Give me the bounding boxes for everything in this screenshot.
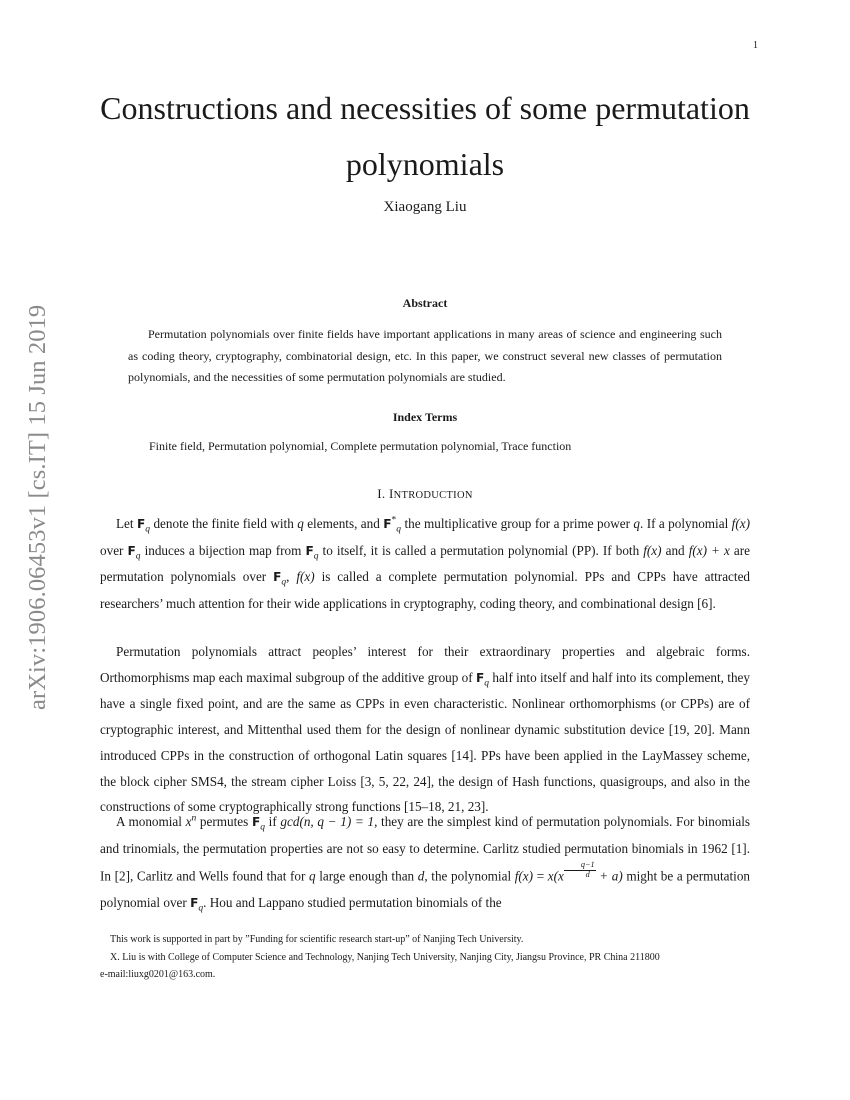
text-run: A monomial xyxy=(116,814,186,829)
math-expression: f(x) + x xyxy=(688,542,730,558)
footnote-funding: This work is supported in part by ”Funding for scientific research start-up” of Nanjing Tech University. xyxy=(110,934,524,945)
text-run: . Hou and Lappano studied permutation binomials of the xyxy=(203,894,502,910)
math-subscript: q xyxy=(198,903,204,914)
section-heading-introduction xyxy=(100,486,750,502)
paper-title: Constructions and necessities of some permutation polynomials xyxy=(100,90,750,182)
text-run: over xyxy=(100,542,128,558)
math-expression: x(x xyxy=(547,869,564,885)
math-variable: d xyxy=(417,869,425,885)
math-subscript: q xyxy=(145,524,151,535)
text-run: = xyxy=(533,869,548,885)
math-expression: f(x) xyxy=(296,569,315,585)
text-run: induces a bijection map from xyxy=(140,542,306,558)
finite-field-symbol: F xyxy=(305,543,314,558)
section-numeral: I. xyxy=(377,486,389,501)
math-superscript: n xyxy=(191,813,197,824)
math-variable: q xyxy=(297,516,304,531)
index-terms-body: Finite field, Permutation polynomial, Complete permutation polynomial, Trace function xyxy=(149,439,572,453)
text-run: the multiplicative group for a prime power xyxy=(401,516,634,531)
finite-field-symbol: F xyxy=(190,895,199,910)
text-run: Let xyxy=(116,516,137,531)
text-run: large enough than xyxy=(315,869,418,885)
section-heading-rest: NTRODUCTION xyxy=(393,490,473,501)
footnotes xyxy=(100,931,750,984)
finite-field-symbol: F xyxy=(136,517,146,531)
math-fraction xyxy=(564,861,596,878)
finite-field-symbol: F xyxy=(127,543,136,558)
fraction-numerator: q−1 xyxy=(564,861,596,870)
text-run: if xyxy=(264,814,281,829)
finite-field-symbol: F xyxy=(383,517,392,531)
text-run: denote the finite field with xyxy=(150,516,298,531)
footnote-affiliation: X. Liu is with College of Computer Science and Technology, Nanjing Tech University, Nanjing City, Jiangsu Province, PR China 211800 xyxy=(110,951,660,963)
math-expression: f(x) xyxy=(731,516,750,531)
page-number: 1 xyxy=(753,40,758,51)
intro-paragraph-1 xyxy=(100,511,750,617)
text-run: , they are the simplest kind of permutation polynomials. For binomials and trinomials, the permutation properties are not so easy to determine. Carlitz studied permutation binomials in 1962 [1]. In [2], Carlitz and Wells found that for xyxy=(100,814,750,885)
math-variable: x xyxy=(185,814,192,829)
math-subscript: q xyxy=(313,551,319,562)
math-superscript: * xyxy=(391,515,397,526)
math-subscript: q xyxy=(281,578,287,589)
math-subscript: q xyxy=(260,822,265,833)
fraction-denominator: d xyxy=(585,869,590,879)
text-run: are permutation polynomials over xyxy=(100,542,750,585)
arxiv-stamp: arXiv:1906.06453v1 [cs.IT] 15 Jun 2019 xyxy=(24,304,51,710)
section-heading-initial: I xyxy=(388,486,394,501)
math-expression: + a) xyxy=(595,869,623,885)
author-name: Xiaogang Liu xyxy=(383,199,467,215)
math-subscript: q xyxy=(396,524,402,535)
text-run: to itself, it is called a permutation polynomial (PP). If both xyxy=(318,542,644,558)
finite-field-symbol: F xyxy=(251,815,261,829)
text-run: Permutation polynomials attract peoples’ interest for their extraordinary properties and algebraic forms. Orthomorphisms map each maximal subgroup of the additive group of xyxy=(100,644,750,685)
text-run: , xyxy=(286,569,297,585)
text-run: permutes xyxy=(196,814,252,829)
text-run: might be a permutation polynomial over xyxy=(100,869,751,910)
math-expression: gcd(n, q − 1) = 1 xyxy=(280,814,375,829)
footnote-email: e-mail:liuxg0201@163.com. xyxy=(100,969,216,980)
text-run: half into itself and half into its complement, they have a single fixed point, and are the same as CPPs in even characteristic. Nonlinear orthomorphisms (or CPPs) are of cryptographic interest, and Mittenthal used them for the design of nonlinear dynamic substitution device [19, 20]. Mann introduced CPPs in the construction of orthogonal Latin squares [14]. PPs have been applied in the LayMassey scheme, the block cipher SMS4, the stream cipher Loiss [3, 5, 22, 24], the design of Hash functions, quasigroups, and also in the constructions of some cryptographically strong functions [15–18, 21, 23]. xyxy=(100,669,750,815)
text-run: elements, and xyxy=(303,516,384,531)
math-variable: q xyxy=(309,869,316,885)
index-terms-heading: Index Terms xyxy=(392,410,458,424)
math-expression: f(x) xyxy=(514,869,534,885)
text-run: , the polynomial xyxy=(424,869,515,885)
abstract-heading: Abstract xyxy=(402,296,448,310)
finite-field-symbol: F xyxy=(475,670,485,685)
text-run: and xyxy=(661,542,689,558)
math-subscript: q xyxy=(135,551,141,562)
abstract-body: Permutation polynomials over finite fields have important applications in many areas of science and engineering such as coding theory, cryptography, combinatorial design, etc. In this paper, we construct several new classes of permutation polynomials, and the necessities of some permutation polynomials are studied. xyxy=(128,327,722,385)
intro-paragraph-3 xyxy=(100,809,750,917)
math-subscript: q xyxy=(484,678,490,689)
text-run: is called a complete permutation polynomial. PPs and CPPs have attracted researchers’ much attention for their wide applications in cryptography, coding theory, and combinational design [6]. xyxy=(100,569,751,612)
finite-field-symbol: F xyxy=(273,570,282,585)
math-expression: f(x) xyxy=(643,542,662,558)
intro-paragraph-2 xyxy=(100,639,750,820)
math-variable: q xyxy=(633,516,640,531)
text-run: . If a polynomial xyxy=(640,516,732,531)
